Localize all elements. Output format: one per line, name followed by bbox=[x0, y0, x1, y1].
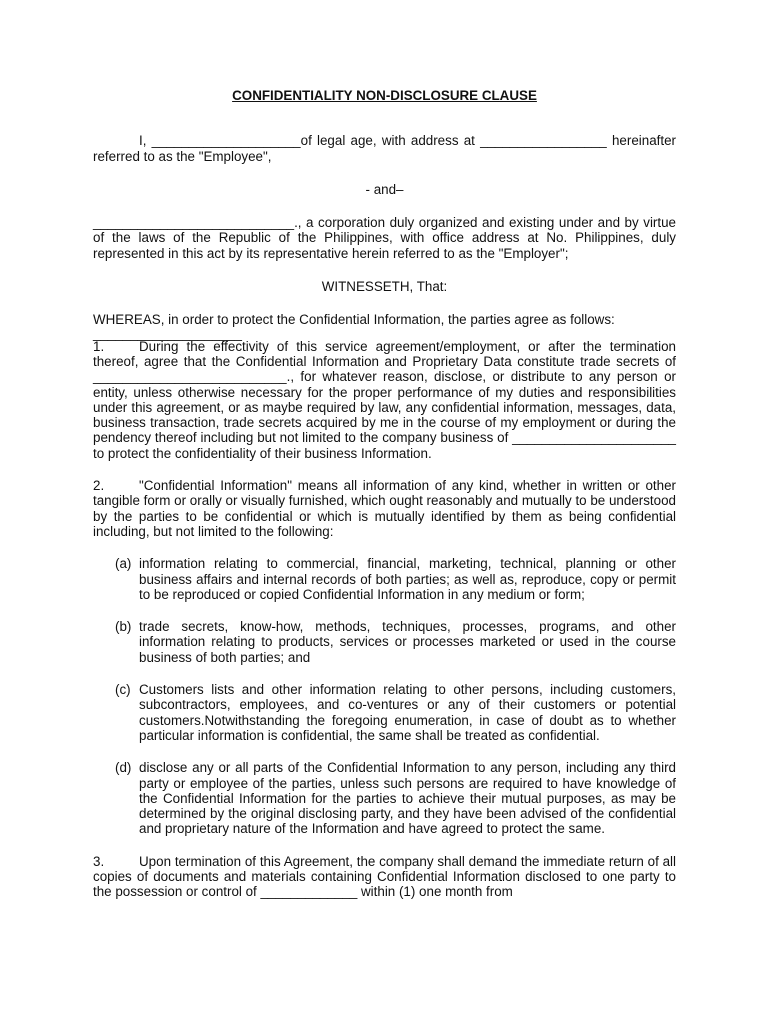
document-body bbox=[93, 88, 676, 900]
list-item-text: information relating to commercial, financial, marketing, technical, planning or other business affairs and internal records of both parties; as well as, reproduce, copy or permit to be reproduced or copied Confidential Information in any medium or form; bbox=[139, 556, 676, 602]
list-item-marker: (a) bbox=[115, 556, 132, 572]
list-item-a bbox=[93, 556, 676, 602]
list-item-c bbox=[93, 682, 676, 743]
clause-2-number: 2. bbox=[93, 478, 105, 494]
document-title: CONFIDENTIALITY NON-DISCLOSURE CLAUSE bbox=[232, 88, 537, 103]
and-separator: - and– bbox=[365, 181, 404, 197]
clause-3-number: 3. bbox=[93, 853, 105, 869]
clause-1-number: 1. bbox=[93, 338, 105, 354]
clause-1-text: During the effectivity of this service agreement/employment, or after the termination thereof, agree that the Confidential Information and Proprietary Data constitute trade secrets of __________________________., for whatever reason, disclose, or distribute to any person or entity, unless otherwise necessary for the proper performance of my duties and responsibilities under this agreement, or as maybe required by law, any confidential information, messages, data, business transaction, trade secrets acquired by me in the course of my employment or during the pendency thereof including but not limited to the company business of ______________________ to protect the confidentiality of their business Information. bbox=[93, 338, 676, 461]
list-item-marker: (d) bbox=[115, 760, 132, 776]
clause-3-text: Upon termination of this Agreement, the company shall demand the immediate return of all copies of documents and materials containing Confidential Information disclosed to one party to the possession or control of _____________ within (1) one month from bbox=[93, 853, 676, 900]
list-item-b bbox=[93, 619, 676, 665]
clause-3 bbox=[93, 854, 676, 900]
employee-paragraph: I, ____________________of legal age, with address at _________________ hereinafter referred to as the "Employee", bbox=[93, 133, 676, 164]
list-item-d bbox=[93, 760, 676, 836]
list-item-marker: (c) bbox=[115, 682, 131, 698]
whereas-blank-line: ____________________ bbox=[93, 325, 242, 341]
list-item-text: Customers lists and other information relating to other persons, including customers, subcontractors, employees, and co-ventures or any of their customers or potential customers.Notwithstanding the foregoing enumeration, in case of doubt as to whether particular information is confidential, the same shall be treated as confidential. bbox=[139, 682, 676, 743]
list-item-marker: (b) bbox=[115, 619, 132, 635]
clause-1 bbox=[93, 339, 676, 461]
clause-2-text: "Confidential Information" means all information of any kind, whether in written or other tangible form or orally or visually furnished, which ought reasonably and mutually to be understood by the parties to be confidential or which is mutually identified by them as being confidential including, but not limited to the following: bbox=[93, 478, 676, 539]
employer-paragraph: ___________________________., a corporation duly organized and existing under and by virtue of the laws of the Republic of the Philippines, with office address at No. Philippines, duly represented in this act by its representative herein referred to as the "Employer"; bbox=[93, 215, 676, 261]
list-item-text: trade secrets, know-how, methods, techniques, processes, programs, and other information relating to products, services or processes marketed or used in the course business of both parties; and bbox=[139, 619, 676, 665]
clause-2 bbox=[93, 478, 676, 539]
whereas-paragraph: WHEREAS, in order to protect the Confidential Information, the parties agree as follows: bbox=[93, 312, 615, 328]
clause-2-list bbox=[93, 556, 676, 836]
list-item-text: disclose any or all parts of the Confidential Information to any person, including any third party or employee of the parties, unless such persons are required to have knowledge of the Confidential Information for the parties to achieve their mutual purposes, as may be determined by the original disclosing party, and they have been advised of the confidential and proprietary nature of the Information and have agreed to protect the same. bbox=[139, 760, 676, 837]
witnesseth-heading: WITNESSETH, That: bbox=[321, 279, 448, 295]
